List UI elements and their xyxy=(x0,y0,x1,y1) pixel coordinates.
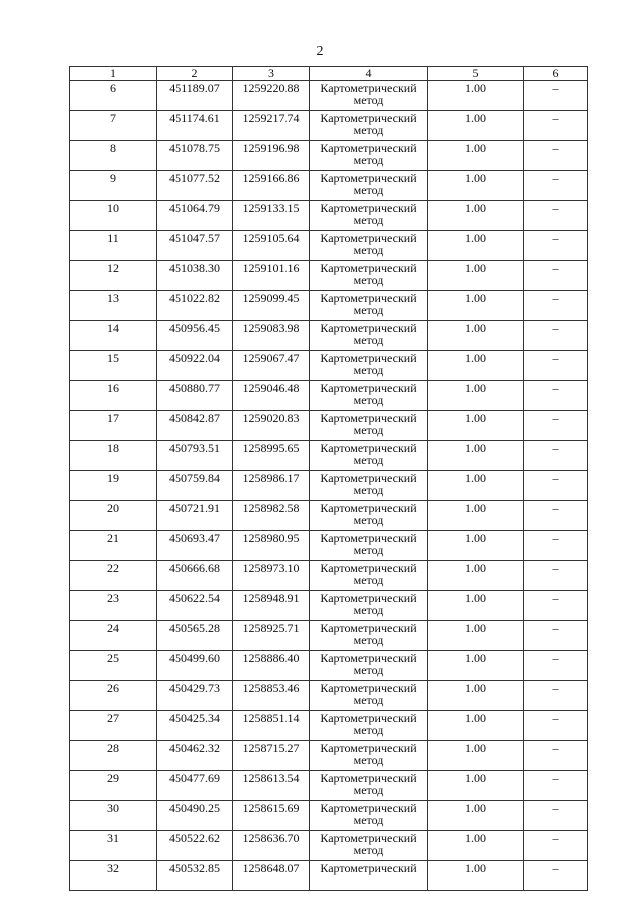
y-coordinate-cell: 1258982.58 xyxy=(233,501,310,531)
point-number-cell: 32 xyxy=(70,861,157,891)
accuracy-cell: 1.00 xyxy=(428,141,524,171)
point-number-cell: 7 xyxy=(70,111,157,141)
point-number-cell: 25 xyxy=(70,651,157,681)
note-cell: – xyxy=(524,381,588,411)
table-body xyxy=(70,81,588,891)
method-text: метод xyxy=(353,663,384,677)
method-cell xyxy=(310,681,428,711)
method-text: Картометрический xyxy=(320,861,417,875)
method-text: метод xyxy=(353,123,384,137)
method-text: метод xyxy=(353,303,384,317)
note-cell: – xyxy=(524,741,588,771)
point-number-cell: 22 xyxy=(70,561,157,591)
accuracy-cell: 1.00 xyxy=(428,771,524,801)
point-number-cell: 28 xyxy=(70,741,157,771)
note-cell: – xyxy=(524,441,588,471)
method-text: Картометрический xyxy=(320,321,417,335)
method-text: Картометрический xyxy=(320,111,417,125)
point-number-cell: 27 xyxy=(70,711,157,741)
y-coordinate-cell: 1259046.48 xyxy=(233,381,310,411)
method-cell xyxy=(310,441,428,471)
accuracy-cell: 1.00 xyxy=(428,411,524,441)
x-coordinate-cell: 451078.75 xyxy=(157,141,233,171)
table-row xyxy=(70,681,588,711)
point-number-cell: 29 xyxy=(70,771,157,801)
method-cell xyxy=(310,471,428,501)
table-row xyxy=(70,621,588,651)
y-coordinate-cell: 1259220.88 xyxy=(233,81,310,111)
y-coordinate-cell: 1258636.70 xyxy=(233,831,310,861)
point-number-cell: 16 xyxy=(70,381,157,411)
table-row xyxy=(70,111,588,141)
note-cell: – xyxy=(524,201,588,231)
method-cell xyxy=(310,801,428,831)
x-coordinate-cell: 451064.79 xyxy=(157,201,233,231)
table-row xyxy=(70,591,588,621)
y-coordinate-cell: 1259020.83 xyxy=(233,411,310,441)
method-text: метод xyxy=(353,93,384,107)
note-cell: – xyxy=(524,411,588,441)
y-coordinate-cell: 1258886.40 xyxy=(233,651,310,681)
point-number-cell: 14 xyxy=(70,321,157,351)
method-cell xyxy=(310,741,428,771)
method-text: метод xyxy=(353,693,384,707)
accuracy-cell: 1.00 xyxy=(428,321,524,351)
method-text: метод xyxy=(353,483,384,497)
table-row xyxy=(70,771,588,801)
method-cell xyxy=(310,231,428,261)
method-text: метод xyxy=(353,363,384,377)
table-row xyxy=(70,141,588,171)
y-coordinate-cell: 1259099.45 xyxy=(233,291,310,321)
method-text: Картометрический xyxy=(320,381,417,395)
y-coordinate-cell: 1258986.17 xyxy=(233,471,310,501)
x-coordinate-cell: 450666.68 xyxy=(157,561,233,591)
note-cell: – xyxy=(524,621,588,651)
x-coordinate-cell: 450429.73 xyxy=(157,681,233,711)
method-cell xyxy=(310,141,428,171)
method-cell xyxy=(310,501,428,531)
accuracy-cell: 1.00 xyxy=(428,741,524,771)
method-text: Картометрический xyxy=(320,561,417,575)
method-text: метод xyxy=(353,213,384,227)
method-text: Картометрический xyxy=(320,411,417,425)
x-coordinate-cell: 451022.82 xyxy=(157,291,233,321)
column-header: 6 xyxy=(524,67,588,81)
column-header: 2 xyxy=(157,67,233,81)
accuracy-cell: 1.00 xyxy=(428,801,524,831)
column-header: 5 xyxy=(428,67,524,81)
x-coordinate-cell: 450522.62 xyxy=(157,831,233,861)
note-cell: – xyxy=(524,171,588,201)
table-row xyxy=(70,231,588,261)
table-row xyxy=(70,321,588,351)
method-text: Картометрический xyxy=(320,471,417,485)
table-row xyxy=(70,171,588,201)
table-row xyxy=(70,441,588,471)
table-row xyxy=(70,351,588,381)
y-coordinate-cell: 1258715.27 xyxy=(233,741,310,771)
y-coordinate-cell: 1258851.14 xyxy=(233,711,310,741)
accuracy-cell: 1.00 xyxy=(428,651,524,681)
note-cell: – xyxy=(524,531,588,561)
x-coordinate-cell: 451077.52 xyxy=(157,171,233,201)
x-coordinate-cell: 450759.84 xyxy=(157,471,233,501)
method-text: Картометрический xyxy=(320,681,417,695)
note-cell: – xyxy=(524,471,588,501)
y-coordinate-cell: 1259217.74 xyxy=(233,111,310,141)
method-text: метод xyxy=(353,453,384,467)
method-text: Картометрический xyxy=(320,291,417,305)
method-text: метод xyxy=(353,513,384,527)
x-coordinate-cell: 451047.57 xyxy=(157,231,233,261)
x-coordinate-cell: 450490.25 xyxy=(157,801,233,831)
x-coordinate-cell: 450793.51 xyxy=(157,441,233,471)
accuracy-cell: 1.00 xyxy=(428,591,524,621)
method-text: метод xyxy=(353,723,384,737)
note-cell: – xyxy=(524,81,588,111)
method-cell xyxy=(310,621,428,651)
method-text: Картометрический xyxy=(320,141,417,155)
point-number-cell: 9 xyxy=(70,171,157,201)
note-cell: – xyxy=(524,801,588,831)
method-text: метод xyxy=(353,393,384,407)
column-header: 3 xyxy=(233,67,310,81)
method-text: Картометрический xyxy=(320,831,417,845)
table-row xyxy=(70,561,588,591)
accuracy-cell: 1.00 xyxy=(428,111,524,141)
table-row xyxy=(70,471,588,501)
x-coordinate-cell: 450622.54 xyxy=(157,591,233,621)
x-coordinate-cell: 450462.32 xyxy=(157,741,233,771)
y-coordinate-cell: 1259083.98 xyxy=(233,321,310,351)
method-text: метод xyxy=(353,603,384,617)
method-text: метод xyxy=(353,783,384,797)
x-coordinate-cell: 450842.87 xyxy=(157,411,233,441)
accuracy-cell: 1.00 xyxy=(428,561,524,591)
x-coordinate-cell: 450880.77 xyxy=(157,381,233,411)
x-coordinate-cell: 450693.47 xyxy=(157,531,233,561)
method-cell xyxy=(310,321,428,351)
method-cell xyxy=(310,291,428,321)
method-text: метод xyxy=(353,333,384,347)
point-number-cell: 10 xyxy=(70,201,157,231)
note-cell: – xyxy=(524,111,588,141)
x-coordinate-cell: 450922.04 xyxy=(157,351,233,381)
x-coordinate-cell: 450499.60 xyxy=(157,651,233,681)
note-cell: – xyxy=(524,681,588,711)
note-cell: – xyxy=(524,711,588,741)
method-cell xyxy=(310,171,428,201)
note-cell: – xyxy=(524,141,588,171)
y-coordinate-cell: 1259166.86 xyxy=(233,171,310,201)
y-coordinate-cell: 1258980.95 xyxy=(233,531,310,561)
y-coordinate-cell: 1259196.98 xyxy=(233,141,310,171)
method-text: метод xyxy=(353,243,384,257)
y-coordinate-cell: 1258925.71 xyxy=(233,621,310,651)
table-row xyxy=(70,81,588,111)
method-cell xyxy=(310,351,428,381)
x-coordinate-cell: 450956.45 xyxy=(157,321,233,351)
y-coordinate-cell: 1258973.10 xyxy=(233,561,310,591)
note-cell: – xyxy=(524,831,588,861)
method-text: метод xyxy=(353,183,384,197)
note-cell: – xyxy=(524,231,588,261)
coordinates-table xyxy=(69,66,588,891)
point-number-cell: 11 xyxy=(70,231,157,261)
method-cell xyxy=(310,651,428,681)
method-cell xyxy=(310,111,428,141)
note-cell: – xyxy=(524,561,588,591)
method-cell xyxy=(310,771,428,801)
x-coordinate-cell: 450532.85 xyxy=(157,861,233,891)
method-text: метод xyxy=(353,153,384,167)
method-text: метод xyxy=(353,573,384,587)
table-row xyxy=(70,411,588,441)
y-coordinate-cell: 1258853.46 xyxy=(233,681,310,711)
point-number-cell: 15 xyxy=(70,351,157,381)
point-number-cell: 18 xyxy=(70,441,157,471)
table-header-row xyxy=(70,67,588,81)
point-number-cell: 12 xyxy=(70,261,157,291)
method-text: Картометрический xyxy=(320,591,417,605)
x-coordinate-cell: 451038.30 xyxy=(157,261,233,291)
note-cell: – xyxy=(524,501,588,531)
method-text: Картометрический xyxy=(320,201,417,215)
x-coordinate-cell: 450721.91 xyxy=(157,501,233,531)
method-text: Картометрический xyxy=(320,711,417,725)
table-row xyxy=(70,801,588,831)
y-coordinate-cell: 1258615.69 xyxy=(233,801,310,831)
accuracy-cell: 1.00 xyxy=(428,471,524,501)
method-text: Картометрический xyxy=(320,81,417,95)
note-cell: – xyxy=(524,771,588,801)
point-number-cell: 17 xyxy=(70,411,157,441)
note-cell: – xyxy=(524,861,588,891)
column-header: 4 xyxy=(310,67,428,81)
method-text: Картометрический xyxy=(320,261,417,275)
method-cell xyxy=(310,711,428,741)
method-text: Картометрический xyxy=(320,651,417,665)
method-text: Картометрический xyxy=(320,741,417,755)
accuracy-cell: 1.00 xyxy=(428,171,524,201)
method-text: Картометрический xyxy=(320,231,417,245)
point-number-cell: 6 xyxy=(70,81,157,111)
accuracy-cell: 1.00 xyxy=(428,261,524,291)
x-coordinate-cell: 450425.34 xyxy=(157,711,233,741)
method-cell xyxy=(310,81,428,111)
method-text: Картометрический xyxy=(320,441,417,455)
x-coordinate-cell: 450477.69 xyxy=(157,771,233,801)
table-row xyxy=(70,831,588,861)
accuracy-cell: 1.00 xyxy=(428,831,524,861)
method-text: метод xyxy=(353,843,384,857)
method-text: метод xyxy=(353,273,384,287)
accuracy-cell: 1.00 xyxy=(428,501,524,531)
point-number-cell: 19 xyxy=(70,471,157,501)
accuracy-cell: 1.00 xyxy=(428,711,524,741)
method-text: Картометрический xyxy=(320,801,417,815)
method-text: метод xyxy=(353,543,384,557)
method-text: метод xyxy=(353,753,384,767)
point-number-cell: 8 xyxy=(70,141,157,171)
x-coordinate-cell: 450565.28 xyxy=(157,621,233,651)
y-coordinate-cell: 1259101.16 xyxy=(233,261,310,291)
note-cell: – xyxy=(524,651,588,681)
accuracy-cell: 1.00 xyxy=(428,291,524,321)
accuracy-cell: 1.00 xyxy=(428,531,524,561)
method-cell xyxy=(310,201,428,231)
accuracy-cell: 1.00 xyxy=(428,681,524,711)
method-cell xyxy=(310,831,428,861)
method-text: Картометрический xyxy=(320,531,417,545)
accuracy-cell: 1.00 xyxy=(428,381,524,411)
note-cell: – xyxy=(524,321,588,351)
point-number-cell: 24 xyxy=(70,621,157,651)
table-row xyxy=(70,201,588,231)
method-cell xyxy=(310,591,428,621)
method-cell xyxy=(310,381,428,411)
y-coordinate-cell: 1258948.91 xyxy=(233,591,310,621)
point-number-cell: 26 xyxy=(70,681,157,711)
method-text: метод xyxy=(353,813,384,827)
point-number-cell: 20 xyxy=(70,501,157,531)
method-text: метод xyxy=(353,633,384,647)
table-row xyxy=(70,741,588,771)
y-coordinate-cell: 1259133.15 xyxy=(233,201,310,231)
accuracy-cell: 1.00 xyxy=(428,441,524,471)
method-cell xyxy=(310,861,428,891)
point-number-cell: 30 xyxy=(70,801,157,831)
note-cell: – xyxy=(524,591,588,621)
table-row xyxy=(70,501,588,531)
method-text: Картометрический xyxy=(320,621,417,635)
method-cell xyxy=(310,261,428,291)
method-cell xyxy=(310,561,428,591)
method-text: Картометрический xyxy=(320,501,417,515)
y-coordinate-cell: 1258613.54 xyxy=(233,771,310,801)
point-number-cell: 13 xyxy=(70,291,157,321)
table-row xyxy=(70,381,588,411)
point-number-cell: 21 xyxy=(70,531,157,561)
accuracy-cell: 1.00 xyxy=(428,861,524,891)
table-row xyxy=(70,651,588,681)
note-cell: – xyxy=(524,351,588,381)
note-cell: – xyxy=(524,291,588,321)
accuracy-cell: 1.00 xyxy=(428,231,524,261)
column-header: 1 xyxy=(70,67,157,81)
accuracy-cell: 1.00 xyxy=(428,621,524,651)
method-cell xyxy=(310,531,428,561)
method-text: Картометрический xyxy=(320,171,417,185)
accuracy-cell: 1.00 xyxy=(428,201,524,231)
method-cell xyxy=(310,411,428,441)
method-text: Картометрический xyxy=(320,351,417,365)
y-coordinate-cell: 1258648.07 xyxy=(233,861,310,891)
table-row xyxy=(70,531,588,561)
method-text: Картометрический xyxy=(320,771,417,785)
point-number-cell: 31 xyxy=(70,831,157,861)
x-coordinate-cell: 451174.61 xyxy=(157,111,233,141)
point-number-cell: 23 xyxy=(70,591,157,621)
table-row xyxy=(70,291,588,321)
method-text: метод xyxy=(353,423,384,437)
y-coordinate-cell: 1259105.64 xyxy=(233,231,310,261)
note-cell: – xyxy=(524,261,588,291)
y-coordinate-cell: 1258995.65 xyxy=(233,441,310,471)
accuracy-cell: 1.00 xyxy=(428,81,524,111)
x-coordinate-cell: 451189.07 xyxy=(157,81,233,111)
table-row xyxy=(70,261,588,291)
table-row xyxy=(70,711,588,741)
page-number: 2 xyxy=(316,44,324,59)
y-coordinate-cell: 1259067.47 xyxy=(233,351,310,381)
table-row xyxy=(70,861,588,891)
accuracy-cell: 1.00 xyxy=(428,351,524,381)
